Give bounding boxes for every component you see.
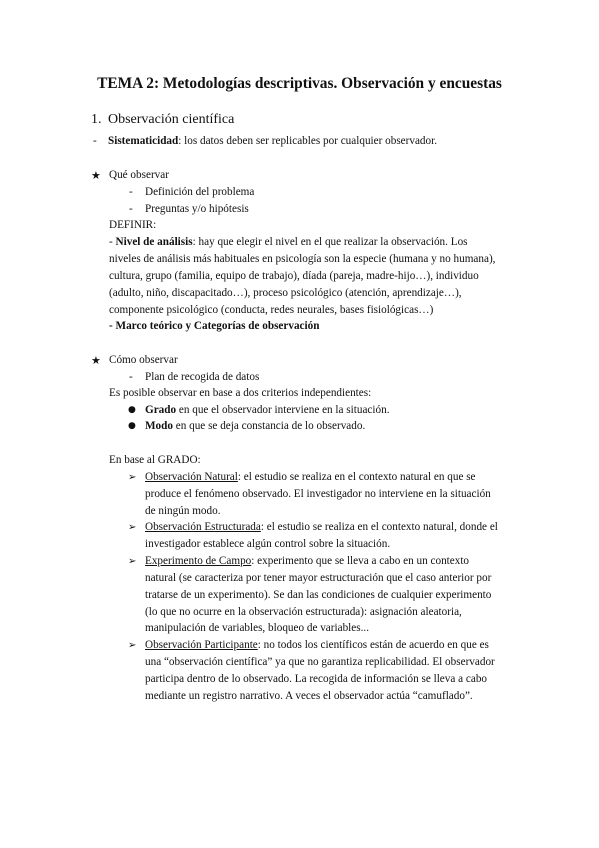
- nivel-analisis-term: Nivel de análisis: [115, 236, 193, 248]
- nivel-analisis-line-3: cultura, grupo (familia, equipo de trabajo), díada (pareja, madre-hijo…), individuo: [109, 270, 479, 282]
- experimento-campo-term: Experimento de Campo: [145, 555, 252, 567]
- dash-marker: -: [129, 203, 133, 215]
- dash-marker: -: [93, 135, 97, 147]
- marco-teorico-item: - Marco teórico y Categorías de observación: [109, 320, 320, 332]
- observacion-participante-line-2: una “observación científica” ya que no garantiza replicabilidad. El observador: [145, 656, 495, 668]
- experimento-campo-line-4: (lo que no ocurre en la observación estructurada): asignación aleatoria,: [145, 606, 462, 618]
- arrow-icon: ➢: [128, 640, 137, 651]
- nivel-analisis-line-4: (adulto, niño, discapacitado…), proceso psicológico (atención, aprendizaje…),: [109, 287, 462, 299]
- star-icon: ★: [91, 354, 101, 367]
- arrow-icon: ➢: [128, 472, 137, 483]
- observacion-participante-line-1: Observación Participante: no todos los científicos están de acuerdo en que es: [145, 639, 489, 651]
- criterio-grado: Grado en que el observador interviene en la situación.: [145, 404, 390, 416]
- definir-label: DEFINIR:: [109, 219, 157, 231]
- observacion-participante-line-4: mediante un registro narrativo. A veces el observador actúa “camuflado”.: [145, 690, 473, 702]
- criterio-modo: Modo en que se deja constancia de lo observado.: [145, 420, 366, 432]
- section-heading: Observación científica: [108, 112, 235, 127]
- bullet-icon: ●: [128, 405, 136, 415]
- experimento-campo-line-3: tratarse de un experimento). Se dan las condiciones de cualquier experimento: [145, 589, 492, 601]
- sub-item-definicion: Definición del problema: [145, 186, 255, 198]
- observacion-participante-line-3: participa dentro de lo observado. La recogida de información se lleva a cabo: [145, 673, 488, 685]
- sistematicidad-text: : los datos deben ser replicables por cualquier observador.: [178, 135, 438, 147]
- nivel-analisis-line-2: niveles de análisis más habituales en psicología son la especie (humana y no humana),: [109, 253, 496, 265]
- nivel-analisis-line-5: componente psicológico (conducta, redes neurales, bases fisiológicas…): [109, 304, 434, 316]
- que-observar-heading: Qué observar: [109, 169, 169, 181]
- experimento-campo-line-2: natural (se caracteriza por tener mayor estructuración que el caso anterior por: [145, 572, 492, 584]
- observacion-estructurada-term: Observación Estructurada: [145, 521, 261, 533]
- section-number: 1.: [91, 112, 102, 127]
- star-icon: ★: [91, 169, 101, 182]
- nivel-analisis-line-1: - Nivel de análisis: hay que elegir el nivel en el que realizar la observación. Los: [109, 236, 468, 248]
- observacion-natural-term: Observación Natural: [145, 471, 238, 483]
- arrow-icon: ➢: [128, 522, 137, 533]
- observacion-natural-line-2: produce el fenómeno observado. El investigador no interviene en la situación: [145, 488, 491, 500]
- criterios-intro: Es posible observar en base a dos criterios independientes:: [109, 387, 372, 399]
- document-title: TEMA 2: Metodologías descriptivas. Observación y encuestas: [97, 75, 502, 92]
- experimento-campo-line-1: Experimento de Campo: experimento que se lleva a cabo en un contexto: [145, 555, 470, 567]
- dash-marker: -: [129, 186, 133, 198]
- grado-heading: En base al GRADO:: [109, 454, 201, 466]
- observacion-estructurada-line-2: investigador establece algún control sobre la situación.: [145, 538, 391, 550]
- arrow-icon: ➢: [128, 556, 137, 567]
- sistematicidad-term: Sistematicidad: [108, 135, 179, 147]
- observacion-participante-term: Observación Participante: [145, 639, 258, 651]
- experimento-campo-line-5: manipulación de variables, bloqueo de variables...: [145, 622, 369, 634]
- observacion-natural-line-1: Observación Natural: el estudio se realiza en el contexto natural en que se: [145, 471, 476, 483]
- dash-marker: -: [129, 371, 133, 383]
- sub-item-preguntas: Preguntas y/o hipótesis: [145, 203, 249, 215]
- observacion-estructurada-line-1: Observación Estructurada: el estudio se realiza en el contexto natural, donde el: [145, 521, 498, 533]
- bullet-icon: ●: [128, 421, 136, 431]
- observacion-natural-line-3: de ningún modo.: [145, 505, 221, 517]
- como-observar-heading: Cómo observar: [109, 354, 178, 366]
- sistematicidad-item: [108, 133, 437, 150]
- sub-item-plan: Plan de recogida de datos: [145, 371, 260, 383]
